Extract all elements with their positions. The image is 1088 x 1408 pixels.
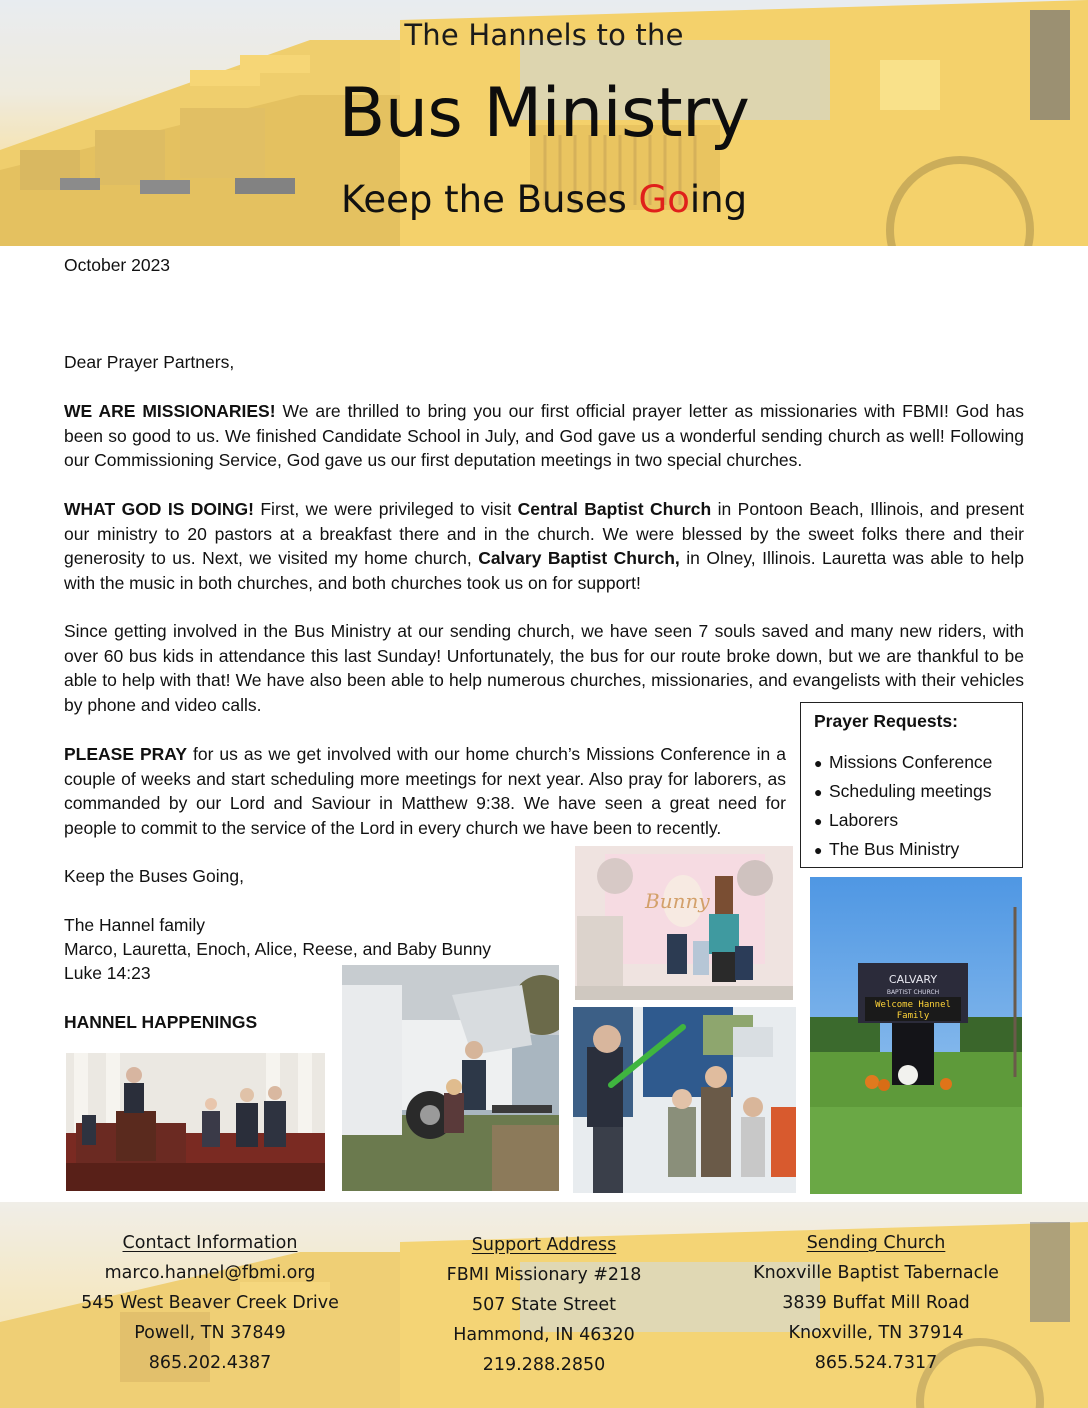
banner-word-text: Bunny	[645, 889, 710, 913]
photo-bus-engine	[342, 965, 559, 1191]
church-name-central: Central Baptist Church	[517, 499, 712, 519]
bullet-icon: ●	[814, 755, 823, 771]
prayer-requests-title: Prayer Requests:	[814, 711, 958, 731]
contact-phone: 865.202.4387	[148, 1353, 272, 1373]
tagline-start: Keep the Buses	[340, 178, 639, 221]
sign-marquee-1: Welcome Hannel	[875, 1000, 951, 1010]
photo-baby-shower	[575, 846, 793, 1000]
header-banner	[0, 0, 1088, 246]
support-heading: Support Address	[471, 1235, 617, 1255]
paragraph-missionaries	[64, 399, 1024, 473]
prayer-request-item	[814, 835, 1010, 864]
support-address	[419, 1230, 669, 1380]
letter-signature: The Hannel family	[64, 915, 206, 935]
support-missionary-number: FBMI Missionary #218	[446, 1265, 642, 1285]
prayer-request-label: Missions Conference	[829, 752, 993, 772]
paragraph-doing-text-a: First, we were privileged to visit	[253, 499, 518, 519]
bullet-icon: ●	[814, 813, 823, 829]
contact-city: Powell, TN 37849	[134, 1323, 286, 1343]
paragraph-missionaries-text: We are thrilled to bring you our first official prayer letter as missionaries with FBMI! God has been so good to us. We finished Candidate School in July, and God gave us a wonderful sending church as well! Following our Commissioning Service, God gave us our first deputation meetings in two special churches.	[64, 401, 1024, 470]
prayer-request-label: The Bus Ministry	[829, 839, 960, 859]
contact-street: 545 West Beaver Creek Drive	[81, 1293, 339, 1313]
prayer-requests-box	[800, 702, 1023, 868]
bullet-icon: ●	[814, 784, 823, 800]
photo-church-sign	[810, 877, 1022, 1194]
support-phone: 219.288.2850	[482, 1355, 606, 1375]
bullet-icon: ●	[814, 842, 823, 858]
header-subtitle: The Hannels to the	[404, 18, 684, 52]
paragraph-doing-lead: WHAT GOD IS DOING!	[64, 499, 254, 519]
paragraph-bus-ministry: Since getting involved in the Bus Ministry at our sending church, we have seen 7 souls saved and many new riders, with over 60 bus kids in attendance this last Sunday! Unfortunately, the bus for our route broke down, but we are thankful to be able to help with that! We have also been able to help numerous churches, missionaries, and evangelists with their vehicles by phone and video calls.	[64, 621, 1024, 715]
church-name-calvary: Calvary Baptist Church,	[478, 548, 680, 568]
sending-heading: Sending Church	[806, 1233, 946, 1253]
paragraph-pray-text: for us as we get involved with our home church’s Missions Conference in a couple of weeks and start scheduling more meetings for next year. Also pray for laborers, as commanded by our Lord and Saviour in Matthew 9:38. We have seen a great need for people to commit to the service of the Lord in every church we have been to recently.	[64, 744, 786, 838]
contact-information	[60, 1228, 360, 1378]
bible-verse: Luke 14:23	[64, 963, 151, 983]
paragraph-pray-lead: PLEASE PRAY	[64, 744, 188, 764]
header-tagline	[0, 178, 1088, 221]
prayer-request-item	[814, 806, 1010, 835]
family-names: Marco, Lauretta, Enoch, Alice, Reese, and Baby Bunny	[64, 939, 492, 959]
sending-church-name: Knoxville Baptist Tabernacle	[753, 1263, 999, 1283]
sending-phone: 865.524.7317	[814, 1353, 938, 1373]
photo-balloon-sword	[573, 1007, 796, 1193]
paragraph-doing-text-c: in Olney, Illinois. Lauretta was able to help with the music in both churches, and both churches took us on for support!	[64, 548, 1025, 593]
sending-street: 3839 Buffat Mill Road	[782, 1293, 970, 1313]
prayer-request-item	[814, 777, 1010, 806]
letter-greeting: Dear Prayer Partners,	[64, 352, 235, 372]
support-street: 507 State Street	[471, 1295, 617, 1315]
photo-church-platform	[66, 1053, 325, 1191]
sign-marquee-2: Family	[896, 1011, 930, 1021]
paragraph-doing-text-b: in Pontoon Beach, Illinois, and present our ministry to 20 pastors at a breakfast there and in the church. We were blessed by the sweet folks there and their generosity to us. Next, we visited my home church,	[64, 499, 1024, 568]
sending-city: Knoxville, TN 37914	[788, 1323, 964, 1343]
contact-heading: Contact Information	[122, 1233, 298, 1253]
tagline-end: ing	[689, 178, 748, 221]
prayer-requests-list	[814, 748, 1010, 864]
prayer-request-item	[814, 748, 1010, 777]
prayer-request-label: Scheduling meetings	[829, 781, 992, 801]
contact-email[interactable]: marco.hannel@fbmi.org	[104, 1263, 316, 1283]
paragraph-missionaries-lead: WE ARE MISSIONARIES!	[64, 401, 276, 421]
paragraph-please-pray	[64, 742, 786, 840]
footer	[0, 1202, 1088, 1408]
sign-church-name: CALVARY	[888, 973, 938, 986]
sending-church	[736, 1228, 1016, 1378]
sign-church-sub: BAPTIST CHURCH	[886, 989, 940, 996]
letter-closing: Keep the Buses Going,	[64, 866, 244, 886]
support-city: Hammond, IN 46320	[453, 1325, 635, 1345]
prayer-request-label: Laborers	[829, 810, 899, 830]
header-title: Bus Ministry	[338, 74, 750, 153]
paragraph-what-god-is-doing	[64, 497, 1024, 595]
letter-date: October 2023	[64, 255, 171, 275]
happenings-heading: HANNEL HAPPENINGS	[64, 1012, 258, 1032]
tagline-red-go: Go	[638, 178, 690, 221]
